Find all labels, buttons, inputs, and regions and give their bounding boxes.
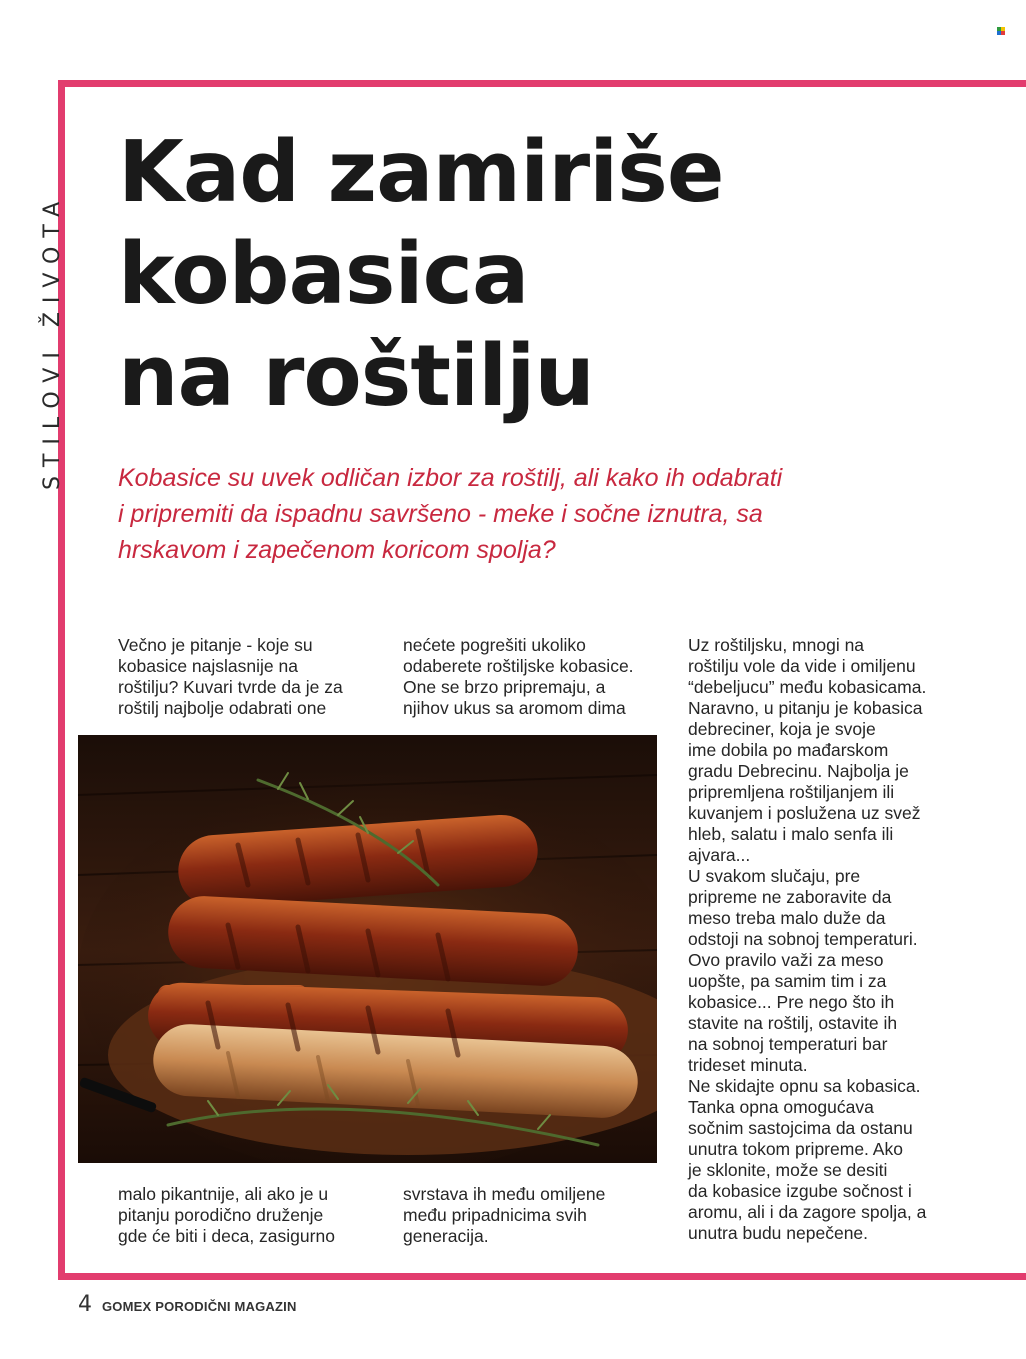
text-line: Večno je pitanje - koje su xyxy=(118,635,313,655)
text-line: uopšte, pa samim tim i za xyxy=(688,971,887,991)
article-title xyxy=(118,122,724,428)
text-line: unutra tokom pripreme. Ako xyxy=(688,1139,903,1159)
text-line: pripreme ne zaboravite da xyxy=(688,887,892,907)
text-line: Uz roštiljsku, mnogi na xyxy=(688,635,865,655)
text-line: Ne skidajte opnu sa kobasica. xyxy=(688,1076,921,1096)
text-line: je sklonite, može se desiti xyxy=(688,1160,888,1180)
text-line: njihov ukus sa aromom dima xyxy=(403,698,626,718)
text-line: na sobnoj temperaturi bar xyxy=(688,1034,888,1054)
text-line: aromu, ali i da zagore spolja, a xyxy=(688,1202,927,1222)
text-line: roštilj najbolje odabrati one xyxy=(118,698,327,718)
column2-top-text xyxy=(403,635,634,719)
text-line: sočnim sastojcima da ostanu xyxy=(688,1118,913,1138)
text-line: malo pikantnije, ali ako je u xyxy=(118,1184,329,1204)
lead-line: Kobasice su uvek odličan izbor za roštilj, ali kako ih odabrati xyxy=(118,464,783,492)
text-line: nećete pogrešiti ukoliko xyxy=(403,635,586,655)
frame-top-border xyxy=(58,80,1026,87)
text-line: među pripadnicima svih xyxy=(403,1205,587,1225)
text-line: gde će biti i deca, zasigurno xyxy=(118,1226,335,1246)
text-line: ime dobila po mađarskom xyxy=(688,740,889,760)
text-line: kobasice najslasnije na xyxy=(118,656,298,676)
text-line: gradu Debrecinu. Najbolja je xyxy=(688,761,909,781)
column1-bottom-text xyxy=(118,1184,335,1247)
section-label: STILOVI ŽIVOTA xyxy=(40,192,65,490)
magazine-name: GOMEX PORODIČNI MAGAZIN xyxy=(102,1299,297,1314)
text-line: debreciner, koja je svoje xyxy=(688,719,876,739)
text-line: roštilju vole da vide i omiljenu xyxy=(688,656,916,676)
frame-bottom-border xyxy=(58,1273,1026,1280)
text-line: pitanju porodično druženje xyxy=(118,1205,324,1225)
text-line: pripremljena roštiljanjem ili xyxy=(688,782,895,802)
text-line: hleb, salatu i malo senfa ili xyxy=(688,824,894,844)
page-footer xyxy=(78,1292,297,1317)
text-line: Ovo pravilo važi za meso xyxy=(688,950,884,970)
lead-paragraph xyxy=(118,460,838,568)
corner-logo-mark xyxy=(997,27,1005,35)
text-line: unutra budu nepečene. xyxy=(688,1223,869,1243)
text-line: roštilju? Kuvari tvrde da je za xyxy=(118,677,343,697)
lead-line: hrskavom i zapečenom koricom spolja? xyxy=(118,536,556,564)
text-line: generacija. xyxy=(403,1226,489,1246)
text-line: Naravno, u pitanju je kobasica xyxy=(688,698,923,718)
text-line: “debeljucu” među kobasicama. xyxy=(688,677,927,697)
column3-text xyxy=(688,635,926,1244)
text-line: svrstava ih među omiljene xyxy=(403,1184,606,1204)
page-number: 4 xyxy=(78,1292,92,1317)
text-line: kuvanjem i poslužena uz svež xyxy=(688,803,921,823)
column2-bottom-text xyxy=(403,1184,605,1247)
text-line: One se brzo pripremaju, a xyxy=(403,677,606,697)
title-line: Kad zamiriše xyxy=(118,123,724,222)
grilled-sausages-photo xyxy=(78,735,657,1163)
text-line: da kobasice izgube sočnost i xyxy=(688,1181,912,1201)
text-line: U svakom slučaju, pre xyxy=(688,866,861,886)
text-line: Tanka opna omogućava xyxy=(688,1097,874,1117)
text-line: meso treba malo duže da xyxy=(688,908,886,928)
text-line: trideset minuta. xyxy=(688,1055,808,1075)
column1-top-text xyxy=(118,635,343,719)
lead-line: i pripremiti da ispadnu savršeno - meke i sočne iznutra, sa xyxy=(118,500,763,528)
text-line: odaberete roštiljske kobasice. xyxy=(403,656,634,676)
text-line: ajvara... xyxy=(688,845,751,865)
title-line: na roštilju xyxy=(118,327,594,426)
title-line: kobasica xyxy=(118,225,529,324)
text-line: odstoji na sobnoj temperaturi. xyxy=(688,929,918,949)
text-line: kobasice... Pre nego što ih xyxy=(688,992,895,1012)
text-line: stavite na roštilj, ostavite ih xyxy=(688,1013,898,1033)
